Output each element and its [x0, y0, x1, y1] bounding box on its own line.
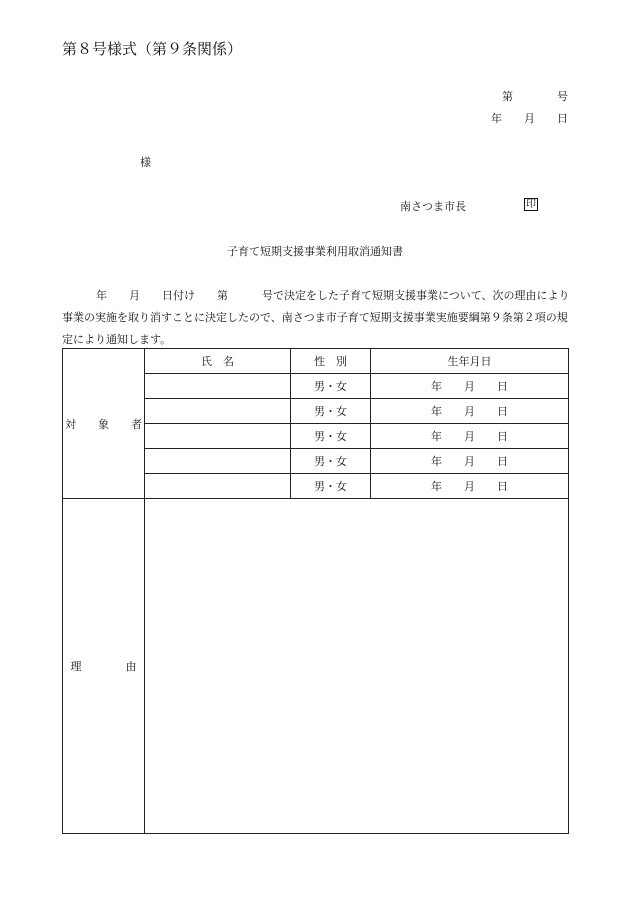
form-number: 第８号様式（第９条関係）: [62, 40, 243, 58]
document-number-line: 第 号: [502, 90, 568, 103]
reason-label: 理 由: [70, 660, 137, 673]
birth-cell[interactable]: 年 月 日: [371, 449, 569, 474]
gender-cell[interactable]: 男・女: [291, 474, 371, 499]
body-year: 年: [96, 289, 107, 302]
gender-cell[interactable]: 男・女: [291, 374, 371, 399]
notice-body: [62, 285, 570, 351]
name-cell[interactable]: [145, 399, 291, 424]
name-cell[interactable]: [145, 424, 291, 449]
table-header-row: [63, 349, 569, 374]
birth-cell[interactable]: 年 月 日: [371, 399, 569, 424]
body-line-1: [62, 285, 570, 307]
gender-cell[interactable]: 男・女: [291, 424, 371, 449]
seal-mark: 印: [526, 199, 536, 210]
body-line-2: 事業の実施を取り消すことに決定したので、南さつま市子育て短期支援事業実施要綱第９条第２項の規: [62, 311, 568, 324]
gender-cell[interactable]: 男・女: [291, 399, 371, 424]
reason-label-cell: [63, 499, 145, 834]
issuer-name: 南さつま市長: [400, 200, 466, 213]
body-dai: 第: [217, 289, 228, 302]
body-line-1-rest: 号で決定をした子育て短期支援事業について、次の理由により: [262, 289, 570, 302]
body-day: 日付け: [162, 289, 195, 302]
header-gender-cell: 性 別: [291, 349, 371, 374]
reason-content-cell[interactable]: [145, 499, 569, 834]
document-title: 子育て短期支援事業利用取消通知書: [227, 245, 403, 258]
reason-row: [63, 499, 569, 834]
birth-cell[interactable]: 年 月 日: [371, 424, 569, 449]
gender-cell[interactable]: 男・女: [291, 449, 371, 474]
name-cell[interactable]: [145, 449, 291, 474]
header-name-cell: 氏 名: [145, 349, 291, 374]
body-month: 月: [129, 289, 140, 302]
birth-cell[interactable]: 年 月 日: [371, 374, 569, 399]
subjects-label-cell: [63, 349, 145, 499]
addressee-honorific: 様: [140, 156, 151, 169]
body-line-3: 定により通知します。: [62, 333, 172, 346]
header-birth-cell: 生年月日: [371, 349, 569, 374]
document-date-line: 年 月 日: [491, 112, 568, 125]
name-cell[interactable]: [145, 374, 291, 399]
subjects-label: 対 象 者: [65, 417, 142, 431]
birth-cell[interactable]: 年 月 日: [371, 474, 569, 499]
subjects-table: [62, 348, 569, 834]
name-cell[interactable]: [145, 474, 291, 499]
